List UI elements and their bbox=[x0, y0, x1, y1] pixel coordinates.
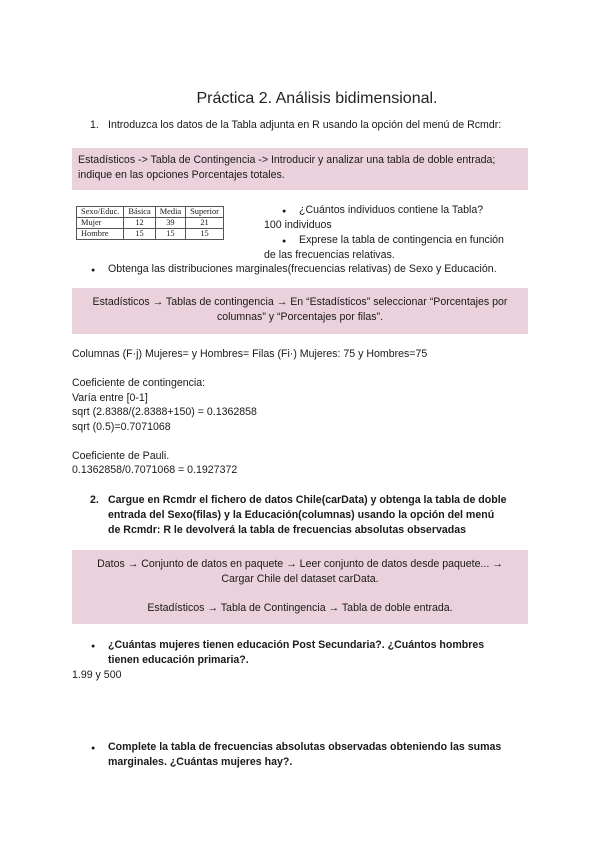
item2-line1: Cargue en Rcmdr el fichero de datos Chile(carData) y obtenga la tabla de doble bbox=[108, 494, 507, 506]
data-table bbox=[76, 206, 224, 240]
table-row bbox=[77, 218, 224, 229]
item1-number: 1. bbox=[90, 119, 99, 131]
instruction-box-3 bbox=[72, 550, 528, 624]
item2-line2: entrada del Sexo(filas) y la Educación(columnas) usando la opción del menú bbox=[108, 509, 495, 521]
table-cell: Hombre bbox=[77, 229, 124, 240]
question-2-line2: de las frecuencias relativas. bbox=[264, 249, 395, 261]
item2-number: 2. bbox=[90, 494, 99, 506]
table-cell: 15 bbox=[155, 229, 185, 240]
item2-line3: de Rcmdr: R le devolverá la tabla de frecuencias absolutas observadas bbox=[108, 524, 466, 536]
header-cell: Básica bbox=[124, 207, 155, 218]
item2-text bbox=[108, 493, 528, 538]
contingency-calc-1: sqrt (2.8388/(2.8388+150) = 0.1362858 bbox=[72, 406, 257, 418]
question-2-line1: ● Exprese la tabla de contingencia en función bbox=[299, 233, 504, 248]
question-5-line1: ● Complete la tabla de frecuencias absolutas observadas obteniendo las sumas bbox=[108, 740, 501, 755]
contingency-calc-2: sqrt (0.5)=0.7071068 bbox=[72, 421, 171, 433]
answer-marginals: Columnas (F·j) Mujeres= y Hombres= Filas (Fi·) Mujeres: 75 y Hombres=75 bbox=[72, 348, 428, 360]
header-cell: Superior bbox=[186, 207, 224, 218]
table-cell: 15 bbox=[186, 229, 224, 240]
contingency-range: Varía entre [0-1] bbox=[72, 392, 148, 404]
answer-4: 1.99 y 500 bbox=[72, 669, 122, 681]
table-cell: 15 bbox=[124, 229, 155, 240]
table-row bbox=[77, 229, 224, 240]
question-3: ● Obtenga las distribuciones marginales(frecuencias relativas) de Sexo y Educación. bbox=[108, 262, 497, 277]
header-cell: Media bbox=[155, 207, 185, 218]
instruction-box-1 bbox=[72, 148, 528, 190]
instruction-box-3-line2: Cargar Chile del dataset carData. bbox=[221, 573, 379, 585]
page-title: Práctica 2. Análisis bidimensional. bbox=[196, 90, 438, 107]
contingency-heading: Coeficiente de contingencia: bbox=[72, 377, 206, 389]
table-cell: 21 bbox=[186, 218, 224, 229]
question-1: ● ¿Cuántos individuos contiene la Tabla? bbox=[299, 203, 483, 218]
question-5-line2: marginales. ¿Cuántas mujeres hay?. bbox=[108, 756, 293, 768]
question-4-line2: tienen educación primaria?. bbox=[108, 654, 249, 666]
instruction-box-1-line2: indique en las opciones Porcentajes totales. bbox=[78, 169, 285, 181]
table-cell: 39 bbox=[155, 218, 185, 229]
instruction-box-3-line1: Datos → Conjunto de datos en paquete → Leer conjunto de datos desde paquete... → bbox=[97, 558, 503, 570]
item1-text: Introduzca los datos de la Tabla adjunta en R usando la opción del menú de Rcmdr: bbox=[108, 119, 502, 131]
instruction-box-2 bbox=[72, 288, 528, 334]
table-cell: 12 bbox=[124, 218, 155, 229]
instruction-box-3-line3: Estadísticos → Tabla de Contingencia → Tabla de doble entrada. bbox=[147, 602, 453, 614]
pauli-calc: 0.1362858/0.7071068 = 0.1927372 bbox=[72, 464, 238, 476]
table-header-row bbox=[77, 207, 224, 218]
question-4-line1: ● ¿Cuántas mujeres tienen educación Post Secundaria?. ¿Cuántos hombres bbox=[108, 638, 484, 653]
instruction-box-1-line1: Estadísticos -> Tabla de Contingencia -> Introducir y analizar una tabla de doble entrada; bbox=[78, 154, 496, 166]
pauli-heading: Coeficiente de Pauli. bbox=[72, 450, 170, 462]
answer-1: 100 individuos bbox=[264, 219, 332, 231]
header-cell: Sexo/Educ. bbox=[77, 207, 124, 218]
table-cell: Mujer bbox=[77, 218, 124, 229]
instruction-box-2-line2: columnas” y “Porcentajes por filas”. bbox=[216, 311, 384, 323]
instruction-box-2-line1: Estadísticos → Tablas de contingencia → En “Estadísticos” seleccionar “Porcentajes por bbox=[92, 296, 508, 308]
